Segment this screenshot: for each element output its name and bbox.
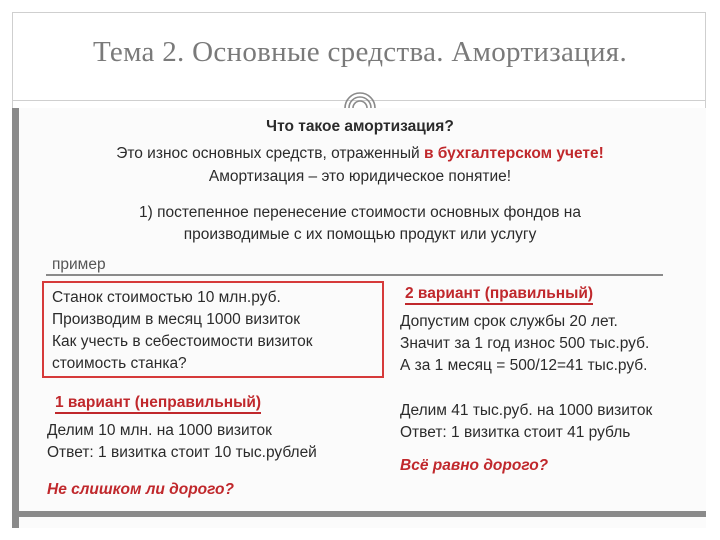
- variant-1-line: Делим 10 млн. на 1000 визиток: [47, 422, 272, 439]
- box-line: Производим в месяц 1000 визиток: [52, 311, 301, 328]
- variant-2-result-line: Ответ: 1 визитка стоит 41 рубль: [400, 424, 631, 441]
- box-line: Станок стоимостью 10 млн.руб.: [52, 289, 281, 306]
- variant-1-note: Не слишком ли дорого?: [47, 481, 234, 498]
- accounting-highlight: в бухгалтерском учете!: [423, 145, 604, 162]
- variant-2-title-text: 2 вариант (правильный): [405, 285, 593, 305]
- slide-title: Тема 2. Основные средства. Амортизация.: [92, 36, 627, 68]
- variant-2-line: А за 1 месяц = 500/12=41 тыс.руб.: [400, 357, 648, 374]
- definition-line-2: Амортизация – это юридическое понятие!: [208, 168, 512, 185]
- example-divider: [46, 274, 663, 276]
- variant-2-title: [405, 285, 593, 303]
- variant-1-title-text: 1 вариант (неправильный): [55, 394, 261, 414]
- box-line: стоимость станка?: [52, 355, 187, 372]
- variant-1-line: Ответ: 1 визитка стоит 10 тыс.рублей: [47, 444, 317, 461]
- definition-line-1: [0, 145, 720, 163]
- meaning-line-2: производимые с их помощью продукт или услугу: [183, 226, 537, 243]
- variant-2-line: Значит за 1 год износ 500 тыс.руб.: [400, 335, 650, 352]
- meaning-line-1: 1) постепенное перенесение стоимости основных фондов на: [139, 204, 581, 221]
- example-label: пример: [52, 256, 106, 273]
- question-heading: Что такое амортизация?: [266, 118, 454, 135]
- bottom-edge-bar: [12, 511, 706, 517]
- variant-2-result-line: Делим 41 тыс.руб. на 1000 визиток: [400, 402, 653, 419]
- ring-ornament-icon: [341, 84, 379, 108]
- box-line: Как учесть в себестоимости визиток: [52, 333, 313, 350]
- definition-text: Это износ основных средств, отраженный: [116, 145, 424, 162]
- variant-2-line: Допустим срок службы 20 лет.: [400, 313, 618, 330]
- variant-1-title: [55, 394, 261, 412]
- variant-2-note: Всё равно дорого?: [400, 457, 549, 474]
